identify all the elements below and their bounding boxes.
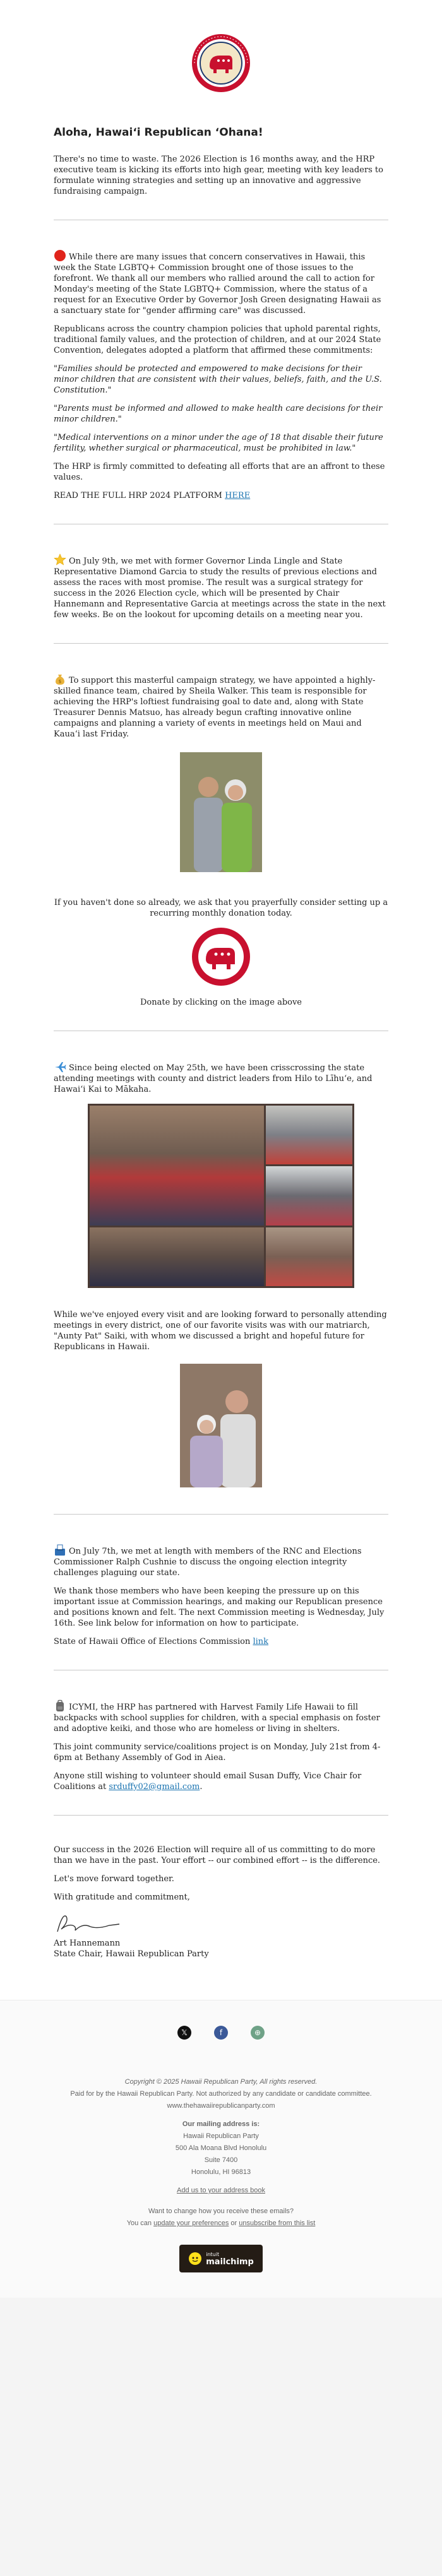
collage-photo-4 bbox=[90, 1227, 264, 1286]
address-line-2: 500 Ala Moana Blvd Honolulu bbox=[175, 2144, 267, 2152]
signature-image bbox=[54, 1910, 123, 1938]
add-to-address-book-link[interactable]: Add us to your address book bbox=[176, 2187, 266, 2194]
platform-quote-2: "Parents must be informed and allowed to make health care decisions for their minor children." bbox=[54, 404, 383, 424]
airplane-icon bbox=[54, 1060, 66, 1073]
volunteer-line bbox=[54, 1771, 388, 1792]
signer-title: State Chair, Hawaii Republican Party bbox=[54, 1949, 209, 1959]
collage-photo bbox=[88, 1104, 354, 1288]
donate-ask: If you haven't done so already, we ask that you prayerfully consider setting up a recurring monthly donation today. bbox=[54, 898, 388, 918]
social-links bbox=[0, 2026, 442, 2040]
divider bbox=[54, 643, 388, 644]
address-line-1: Hawaii Republican Party bbox=[183, 2132, 259, 2140]
photo-illustration bbox=[180, 752, 262, 872]
preferences-line bbox=[0, 2219, 442, 2228]
aunty-pat-photo bbox=[180, 1364, 262, 1487]
section1-paragraph bbox=[54, 249, 388, 316]
paid-by-text: Paid for by the Hawaii Republican Party. Not authorized by any candidate or candidate committee. bbox=[70, 2090, 372, 2098]
section3-paragraph bbox=[54, 673, 388, 740]
elections-commission-link[interactable]: link bbox=[253, 1637, 269, 1646]
section4-text: Since being elected on May 25th, we have been crisscrossing the state attending meetings with county and district leaders from Hilo to Līhuʻe, and Hawaiʻi Kai to Mākaha. bbox=[54, 1063, 373, 1094]
section5-paragraph-2: We thank those members who have been keeping the pressure up on this important issue at Commission hearings, and making our Republican presence and positions known and felt. The next Commission meeting is Wednesday, July 16th. See link below for information on how to participate. bbox=[54, 1586, 385, 1628]
signature bbox=[54, 1910, 388, 1938]
section1-text: While there are many issues that concern conservatives in Hawaii, this week the State LGBTQ+ Commission brought one of those issues to the forefront. We thank all our members who rallied around the call to action for Monday's meeting of the State LGBTQ+ Commission, where the status of a request for an Executive Order by Governor Josh Green designating Hawaii as a sanctuary state for "gender affirming care" was discussed. bbox=[54, 252, 381, 316]
section6-paragraph-2: This joint community service/coalitions project is on Monday, July 21st from 4-6pm at Bethany Assembly of God in Aiea. bbox=[54, 1742, 381, 1763]
section6-text: ICYMI, the HRP has partnered with Harvest Family Life Hawaii to fill backpacks with school supplies for children, with a special emphasis on foster and adoptive keiki, and those who are homeless or living in shelters. bbox=[54, 1703, 380, 1734]
facebook-icon[interactable]: f bbox=[214, 2026, 228, 2040]
svg-text:$: $ bbox=[58, 679, 62, 684]
money-bag-icon bbox=[54, 673, 66, 685]
website-icon[interactable]: ⊕ bbox=[251, 2026, 265, 2040]
collage-photo-5 bbox=[266, 1227, 352, 1286]
change-question: Want to change how you receive these emails? bbox=[148, 2207, 294, 2215]
section2-text: On July 9th, we met with former Governor Linda Lingle and State Representative Diamond Garcia to study the results of previous elections and assess the races with most promise. The result was a surgical strategy for success in the 2026 Election cycle, which will be presented by Chair Hannemann and Representative Garcia at meetings across the state in the next few weeks. Be on the lookout for upcoming details on a meeting near you. bbox=[54, 557, 386, 620]
platform-line bbox=[54, 490, 388, 501]
section6-paragraph bbox=[54, 1699, 388, 1734]
divider bbox=[54, 1815, 388, 1816]
unsubscribe-link[interactable]: unsubscribe from this list bbox=[239, 2219, 316, 2227]
star-icon bbox=[54, 553, 66, 566]
elections-link-line bbox=[54, 1636, 388, 1647]
section5-text: On July 7th, we met at length with members of the RNC and Elections Commissioner Ralph Cushnie to discuss the ongoing election integrity challenges plaguing our state. bbox=[54, 1547, 362, 1578]
address-line-3: Suite 7400 bbox=[204, 2156, 238, 2164]
footer bbox=[0, 2000, 442, 2298]
ballot-box-icon bbox=[54, 1544, 66, 1556]
update-mid: or bbox=[229, 2219, 239, 2227]
volunteer-suffix: . bbox=[200, 1782, 203, 1792]
section5-paragraph bbox=[54, 1544, 388, 1578]
update-prefix: You can bbox=[126, 2219, 154, 2227]
closing-paragraph-2: Let's move forward together. bbox=[54, 1874, 174, 1884]
update-preferences-link[interactable]: update your preferences bbox=[153, 2219, 229, 2227]
section4-paragraph-2: While we've enjoyed every visit and are looking forward to personally attending meetings in every district, one of our favorite visits was with our matriarch, "Aunty Pat" Saiki, with whom we discussed a bright and hopeful future for Republicans in Hawaii. bbox=[54, 1310, 387, 1352]
volunteer-prefix: Anyone still wishing to volunteer should email Susan Duffy, Vice Chair for Coalitions at bbox=[54, 1771, 362, 1792]
section2-paragraph bbox=[54, 553, 388, 620]
donate-elephant-button[interactable] bbox=[191, 926, 251, 987]
intro-paragraph: There's no time to waste. The 2026 Election is 16 months away, and the HRP executive team is kicking its efforts into high gear, meeting with key leaders to formulate winning strategies and setting up an innovative and aggressive fundraising campaign. bbox=[54, 155, 383, 196]
copyright-text: Copyright © 2025 Hawaii Republican Party, All rights reserved. bbox=[124, 2078, 318, 2086]
section1-paragraph-2: Republicans across the country champion policies that uphold parental rights, traditional family values, and the protection of children, and at our 2024 State Convention, delegates adopted a platform that affirmed these commitments: bbox=[54, 324, 381, 355]
collage-group-photo bbox=[90, 1106, 264, 1226]
logo-row bbox=[0, 0, 442, 126]
section3-text: To support this masterful campaign strategy, we have appointed a highly-skilled finance team, chaired by Sheila Walker. This team is responsible for achieving the HRP's loftiest fundraising goal to date and, along with State Treasurer Dennis Matsuo, has already begun crafting innovative online campaigns and planning a variety of events in meetings held on Maui and Kauaʻi last Friday. bbox=[54, 676, 376, 739]
donate-button-wrap bbox=[54, 926, 388, 990]
address-label: Our mailing address is: bbox=[182, 2120, 260, 2128]
platform-link[interactable]: HERE bbox=[225, 491, 251, 500]
x-icon[interactable]: 𝕏 bbox=[177, 2026, 191, 2040]
mailchimp-badge[interactable] bbox=[179, 2245, 263, 2272]
badge-top-text: intuit bbox=[206, 2252, 220, 2257]
section4-paragraph bbox=[54, 1060, 388, 1095]
red-circle-icon bbox=[54, 249, 66, 262]
closing-paragraph-3: With gratitude and commitment, bbox=[54, 1893, 190, 1902]
divider bbox=[54, 1514, 388, 1515]
platform-quote-1: "Families should be protected and empowered to make decisions for their minor children that are consistent with their values, beliefs, faith, and the U.S. Constitution." bbox=[54, 364, 382, 395]
photo-illustration-2 bbox=[180, 1364, 262, 1487]
hawaii-gop-seal-logo bbox=[191, 33, 251, 93]
website-text: www.thehawaiirepublicanparty.com bbox=[167, 2102, 275, 2110]
backpack-icon bbox=[54, 1699, 66, 1712]
volunteer-email-link[interactable]: srduffy02@gmail.com bbox=[109, 1782, 200, 1792]
platform-quote-3: "Medical interventions on a minor under the age of 18 that disable their future fertility, whether surgical or pharmaceutical, must be prohibited in law." bbox=[54, 433, 383, 453]
mailchimp-logo-icon bbox=[188, 2252, 202, 2266]
signer-name: Art Hannemann bbox=[54, 1939, 121, 1948]
platform-prefix: READ THE FULL HRP 2024 PLATFORM bbox=[54, 491, 225, 500]
donate-caption: Donate by clicking on the image above bbox=[140, 998, 302, 1007]
finance-team-photo bbox=[180, 752, 262, 872]
collage-photo-3 bbox=[266, 1166, 352, 1225]
closing-paragraph: Our success in the 2026 Election will require all of us committing to do more than we have in the past. Your effort -- our combined effort -- is the difference. bbox=[54, 1845, 381, 1865]
collage-photo-2 bbox=[266, 1106, 352, 1164]
section1-paragraph-3: The HRP is firmly committed to defeating all efforts that are an affront to these values. bbox=[54, 462, 385, 482]
address-line-4: Honolulu, HI 96813 bbox=[191, 2168, 251, 2176]
elections-link-prefix: State of Hawaii Office of Elections Commission bbox=[54, 1637, 253, 1646]
badge-bottom-text: mailchimp bbox=[206, 2257, 254, 2267]
greeting-heading: Aloha, Hawaiʻi Republican ʻOhana! bbox=[54, 126, 263, 139]
